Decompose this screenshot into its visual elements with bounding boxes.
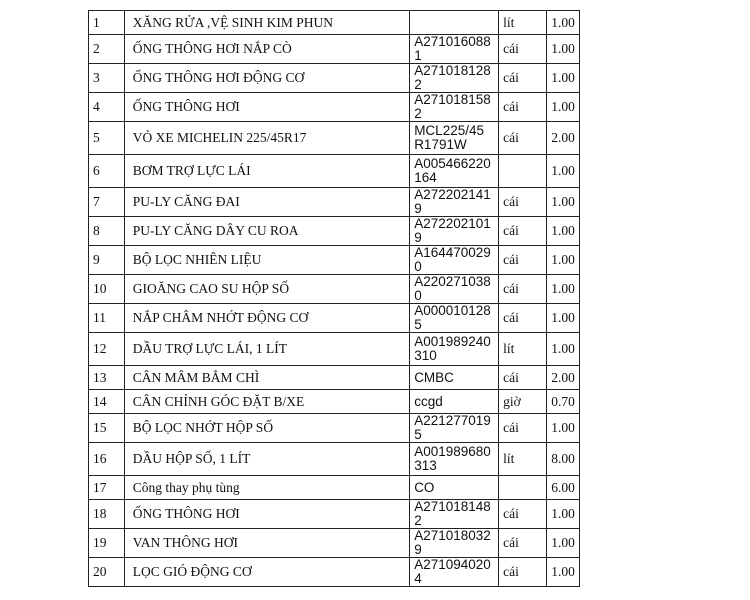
unit-cell: cái xyxy=(499,558,547,587)
part-code-cell xyxy=(410,155,499,188)
table-row xyxy=(89,155,580,188)
part-code-text: A2202710380 xyxy=(414,274,491,303)
part-code-text: A2710181482 xyxy=(414,499,491,528)
part-code-cell xyxy=(410,558,499,587)
row-number-cell: 4 xyxy=(89,93,125,122)
row-number-cell: 15 xyxy=(89,414,125,443)
unit-cell: cái xyxy=(499,64,547,93)
unit-cell: cái xyxy=(499,414,547,443)
row-number-cell: 20 xyxy=(89,558,125,587)
part-code-text: A2710181282 xyxy=(414,63,491,92)
row-number-cell: 16 xyxy=(89,443,125,476)
item-name-cell: PU-LY CĂNG DÂY CU ROA xyxy=(124,217,409,246)
part-code-text: A1644700290 xyxy=(414,245,491,274)
part-code-cell xyxy=(410,500,499,529)
item-name-cell: PU-LY CĂNG ĐAI xyxy=(124,188,409,217)
table-row xyxy=(89,414,580,443)
parts-table-body xyxy=(89,11,580,587)
row-number-cell: 1 xyxy=(89,11,125,35)
item-name-cell: ỐNG THÔNG HƠI NẮP CÒ xyxy=(124,35,409,64)
table-row xyxy=(89,93,580,122)
part-code-text: A001989680313 xyxy=(414,444,491,473)
part-code-cell xyxy=(410,93,499,122)
row-number-cell: 2 xyxy=(89,35,125,64)
table-row xyxy=(89,390,580,414)
table-row xyxy=(89,333,580,366)
quantity-cell: 1.00 xyxy=(547,500,580,529)
unit-cell: cái xyxy=(499,304,547,333)
part-code-text: A2722021019 xyxy=(414,216,491,245)
item-name-cell: NẮP CHÂM NHỚT ĐỘNG CƠ xyxy=(124,304,409,333)
item-name-cell: ỐNG THÔNG HƠI ĐỘNG CƠ xyxy=(124,64,409,93)
quantity-cell: 1.00 xyxy=(547,93,580,122)
item-name-cell: Công thay phụ tùng xyxy=(124,476,409,500)
row-number-cell: 19 xyxy=(89,529,125,558)
item-name-cell: ỐNG THÔNG HƠI xyxy=(124,500,409,529)
row-number-cell: 3 xyxy=(89,64,125,93)
part-code-cell xyxy=(410,246,499,275)
item-name-cell: CÂN CHỈNH GÓC ĐẶT B/XE xyxy=(124,390,409,414)
row-number-cell: 7 xyxy=(89,188,125,217)
row-number-cell: 9 xyxy=(89,246,125,275)
quantity-cell: 2.00 xyxy=(547,122,580,155)
part-code-text: MCL225/45R1791W xyxy=(414,123,484,152)
quantity-cell: 1.00 xyxy=(547,558,580,587)
unit-cell: cái xyxy=(499,246,547,275)
quantity-cell: 1.00 xyxy=(547,529,580,558)
unit-cell: cái xyxy=(499,122,547,155)
unit-cell xyxy=(499,476,547,500)
unit-cell: cái xyxy=(499,188,547,217)
quantity-cell: 1.00 xyxy=(547,333,580,366)
part-code-cell xyxy=(410,390,499,414)
quantity-cell: 1.00 xyxy=(547,35,580,64)
row-number-cell: 13 xyxy=(89,366,125,390)
unit-cell: lít xyxy=(499,333,547,366)
row-number-cell: 11 xyxy=(89,304,125,333)
part-code-text: A005466220164 xyxy=(414,156,491,185)
row-number-cell: 8 xyxy=(89,217,125,246)
row-number-cell: 14 xyxy=(89,390,125,414)
table-row xyxy=(89,366,580,390)
table-row xyxy=(89,443,580,476)
part-code-cell xyxy=(410,122,499,155)
quantity-cell: 1.00 xyxy=(547,64,580,93)
item-name-cell: VAN THÔNG HƠI xyxy=(124,529,409,558)
part-code-text: A2710160881 xyxy=(414,34,491,63)
row-number-cell: 5 xyxy=(89,122,125,155)
part-code-text: ccgd xyxy=(414,393,443,409)
item-name-cell: ỐNG THÔNG HƠI xyxy=(124,93,409,122)
quantity-cell: 0.70 xyxy=(547,390,580,414)
part-code-cell xyxy=(410,443,499,476)
unit-cell: cái xyxy=(499,35,547,64)
unit-cell: cái xyxy=(499,500,547,529)
table-row xyxy=(89,64,580,93)
row-number-cell: 6 xyxy=(89,155,125,188)
part-code-cell xyxy=(410,11,499,35)
table-row xyxy=(89,246,580,275)
part-code-text: A2722021419 xyxy=(414,187,491,216)
part-code-text: CO xyxy=(414,479,435,495)
part-code-cell xyxy=(410,217,499,246)
table-row xyxy=(89,188,580,217)
row-number-cell: 12 xyxy=(89,333,125,366)
table-row xyxy=(89,500,580,529)
part-code-text: A0000101285 xyxy=(414,303,491,332)
part-code-text: A2710940204 xyxy=(414,557,491,586)
quantity-cell: 2.00 xyxy=(547,366,580,390)
table-row xyxy=(89,304,580,333)
part-code-text: A2212770195 xyxy=(414,413,491,442)
table-row xyxy=(89,476,580,500)
unit-cell: cái xyxy=(499,217,547,246)
row-number-cell: 17 xyxy=(89,476,125,500)
table-row xyxy=(89,11,580,35)
item-name-cell: XĂNG RỬA ,VỆ SINH KIM PHUN xyxy=(124,11,409,35)
part-code-cell xyxy=(410,529,499,558)
item-name-cell: CÂN MÂM BẮM CHÌ xyxy=(124,366,409,390)
part-code-cell xyxy=(410,414,499,443)
unit-cell: cái xyxy=(499,366,547,390)
item-name-cell: LỌC GIÓ ĐỘNG CƠ xyxy=(124,558,409,587)
quantity-cell: 1.00 xyxy=(547,246,580,275)
quantity-cell: 1.00 xyxy=(547,217,580,246)
part-code-text: A001989240310 xyxy=(414,334,491,363)
part-code-text: A2710181582 xyxy=(414,92,491,121)
row-number-cell: 10 xyxy=(89,275,125,304)
part-code-cell xyxy=(410,188,499,217)
item-name-cell: GIOĂNG CAO SU HỘP SỐ xyxy=(124,275,409,304)
part-code-text: A2710180329 xyxy=(414,528,491,557)
part-code-cell xyxy=(410,366,499,390)
part-code-cell xyxy=(410,333,499,366)
unit-cell: lít xyxy=(499,11,547,35)
item-name-cell: DẦU TRỢ LỰC LÁI, 1 LÍT xyxy=(124,333,409,366)
item-name-cell: VỎ XE MICHELIN 225/45R17 xyxy=(124,122,409,155)
parts-table xyxy=(88,10,580,587)
table-row xyxy=(89,217,580,246)
unit-cell: giờ xyxy=(499,390,547,414)
table-row xyxy=(89,558,580,587)
part-code-text: CMBC xyxy=(414,369,454,385)
part-code-cell xyxy=(410,476,499,500)
part-code-cell xyxy=(410,275,499,304)
table-row xyxy=(89,122,580,155)
item-name-cell: BƠM TRỢ LỰC LÁI xyxy=(124,155,409,188)
unit-cell: lít xyxy=(499,443,547,476)
quantity-cell: 1.00 xyxy=(547,275,580,304)
item-name-cell: BỘ LỌC NHỚT HỘP SỐ xyxy=(124,414,409,443)
quantity-cell: 1.00 xyxy=(547,188,580,217)
quantity-cell: 1.00 xyxy=(547,304,580,333)
quantity-cell: 1.00 xyxy=(547,414,580,443)
unit-cell: cái xyxy=(499,93,547,122)
part-code-cell xyxy=(410,35,499,64)
quantity-cell: 1.00 xyxy=(547,11,580,35)
unit-cell: cái xyxy=(499,529,547,558)
quantity-cell: 6.00 xyxy=(547,476,580,500)
item-name-cell: DẦU HỘP SỐ, 1 LÍT xyxy=(124,443,409,476)
part-code-cell xyxy=(410,64,499,93)
unit-cell xyxy=(499,155,547,188)
table-row xyxy=(89,35,580,64)
table-row xyxy=(89,529,580,558)
item-name-cell: BỘ LỌC NHIÊN LIỆU xyxy=(124,246,409,275)
quantity-cell: 1.00 xyxy=(547,155,580,188)
table-row xyxy=(89,275,580,304)
quantity-cell: 8.00 xyxy=(547,443,580,476)
row-number-cell: 18 xyxy=(89,500,125,529)
unit-cell: cái xyxy=(499,275,547,304)
part-code-cell xyxy=(410,304,499,333)
